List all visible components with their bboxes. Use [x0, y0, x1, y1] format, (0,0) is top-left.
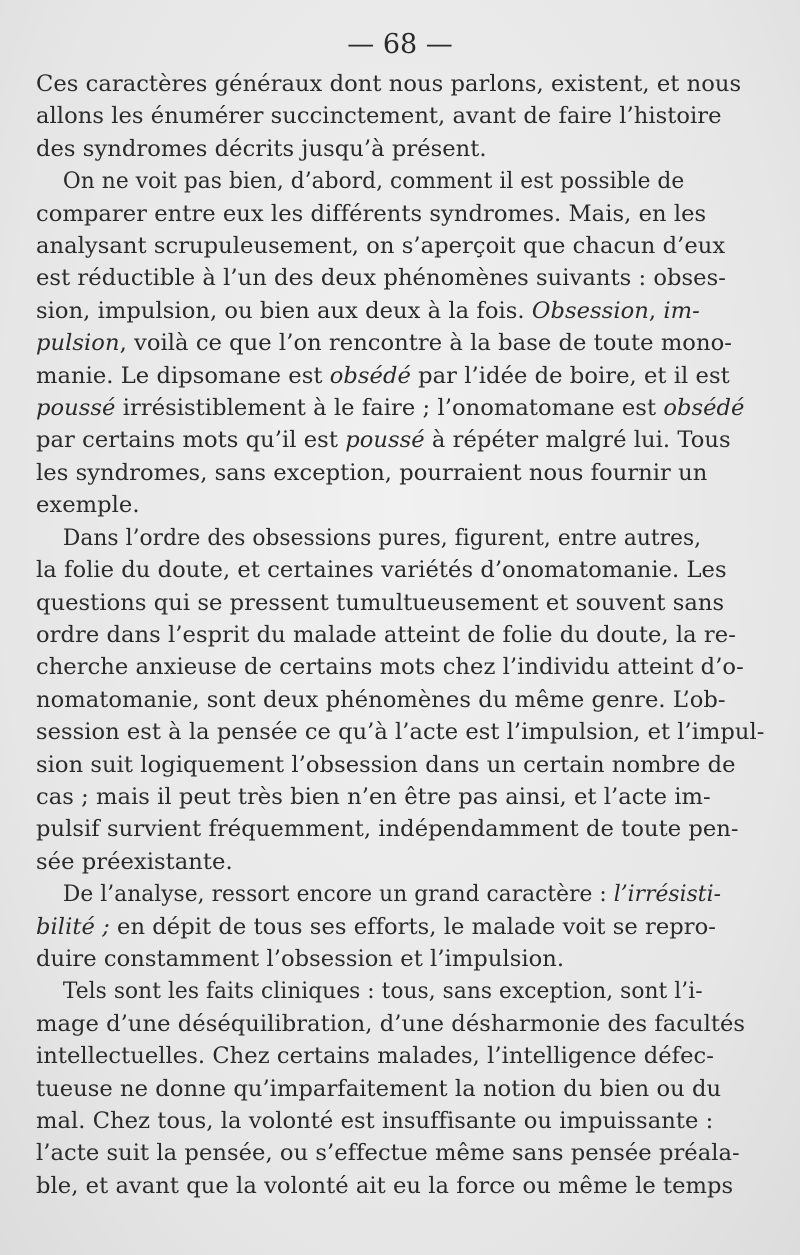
text-line: la folie du doute, et certaines variétés d’onomatomanie. Les — [36, 557, 727, 584]
text-line: session est à la pensée ce qu’à l’acte est l’impulsion, et l’impul- — [36, 719, 765, 746]
text-line: cas ; mais il peut très bien n’en être pas ainsi, et l’acte im- — [36, 783, 711, 810]
text-line: poussé irrésistiblement à le faire ; l’onomatomane est obsédé — [36, 395, 745, 422]
text-line: des syndromes décrits jusqu’à présent. — [36, 135, 487, 162]
text-line: exemple. — [36, 492, 140, 519]
text-line: sion, impulsion, ou bien aux deux à la fois. Obsession, im- — [36, 297, 700, 324]
text-line: sion suit logiquement l’obsession dans un certain nombre de — [36, 751, 736, 778]
text-line: tueuse ne donne qu’imparfaitement la notion du bien ou du — [36, 1075, 722, 1102]
text-line: par certains mots qu’il est poussé à répéter malgré lui. Tous — [36, 427, 731, 454]
paragraph — [36, 878, 764, 975]
text-line: Tels sont les faits cliniques : tous, sans exception, sont l’i- — [62, 978, 703, 1005]
text-line: sée préexistante. — [36, 848, 233, 875]
text-line: analysant scrupuleusement, on s’aperçoit que chacun d’eux — [36, 233, 726, 260]
text-line: bilité ; en dépit de tous ses efforts, le malade voit se repro- — [36, 913, 716, 940]
text-line: allons les énumérer succinctement, avant de faire l’histoire — [36, 103, 722, 130]
text-line: ordre dans l’esprit du malade atteint de folie du doute, la re- — [36, 621, 736, 648]
text-line: On ne voit pas bien, d’abord, comment il est possible de — [62, 168, 685, 195]
text-line: manie. Le dipsomane est obsédé par l’idée de boire, et il est — [36, 362, 730, 389]
text-line: pulsif survient fréquemment, indépendamment de toute pen- — [36, 816, 739, 843]
paragraph — [36, 522, 764, 878]
body-text — [36, 68, 764, 1202]
paragraph — [36, 165, 764, 521]
text-line: nomatomanie, sont deux phénomènes du même genre. L’ob- — [36, 686, 726, 713]
text-line: duire constamment l’obsession et l’impulsion. — [36, 945, 565, 972]
text-line: ble, et avant que la volonté ait eu la force ou même le temps — [36, 1172, 734, 1199]
text-line: est réductible à l’un des deux phénomènes suivants : obses- — [36, 265, 726, 292]
text-line: De l’analyse, ressort encore un grand caractère : l’irrésisti- — [62, 881, 721, 908]
text-line: l’acte suit la pensée, ou s’effectue même sans pensée préala- — [36, 1140, 740, 1167]
text-line: les syndromes, sans exception, pourraient nous fournir un — [36, 459, 708, 486]
page-number: — 68 — — [347, 29, 453, 60]
text-line: pulsion, voilà ce que l’on rencontre à la base de toute mono- — [36, 330, 732, 357]
paragraph — [36, 975, 764, 1202]
text-line: intellectuelles. Chez certains malades, l’intelligence défec- — [36, 1043, 714, 1070]
text-line: mage d’une déséquilibration, d’une désharmonie des facultés — [36, 1010, 746, 1037]
text-line: questions qui se pressent tumultueusement et souvent sans — [36, 589, 725, 616]
text-line: cherche anxieuse de certains mots chez l’individu atteint d’o- — [36, 654, 744, 681]
text-line: Dans l’ordre des obsessions pures, figurent, entre autres, — [62, 524, 702, 551]
text-line: mal. Chez tous, la volonté est insuffisante ou impuissante : — [36, 1108, 714, 1134]
paragraph — [36, 68, 764, 165]
text-line: Ces caractères généraux dont nous parlons, existent, et nous — [36, 71, 742, 97]
text-line: comparer entre eux les différents syndromes. Mais, en les — [36, 200, 707, 227]
